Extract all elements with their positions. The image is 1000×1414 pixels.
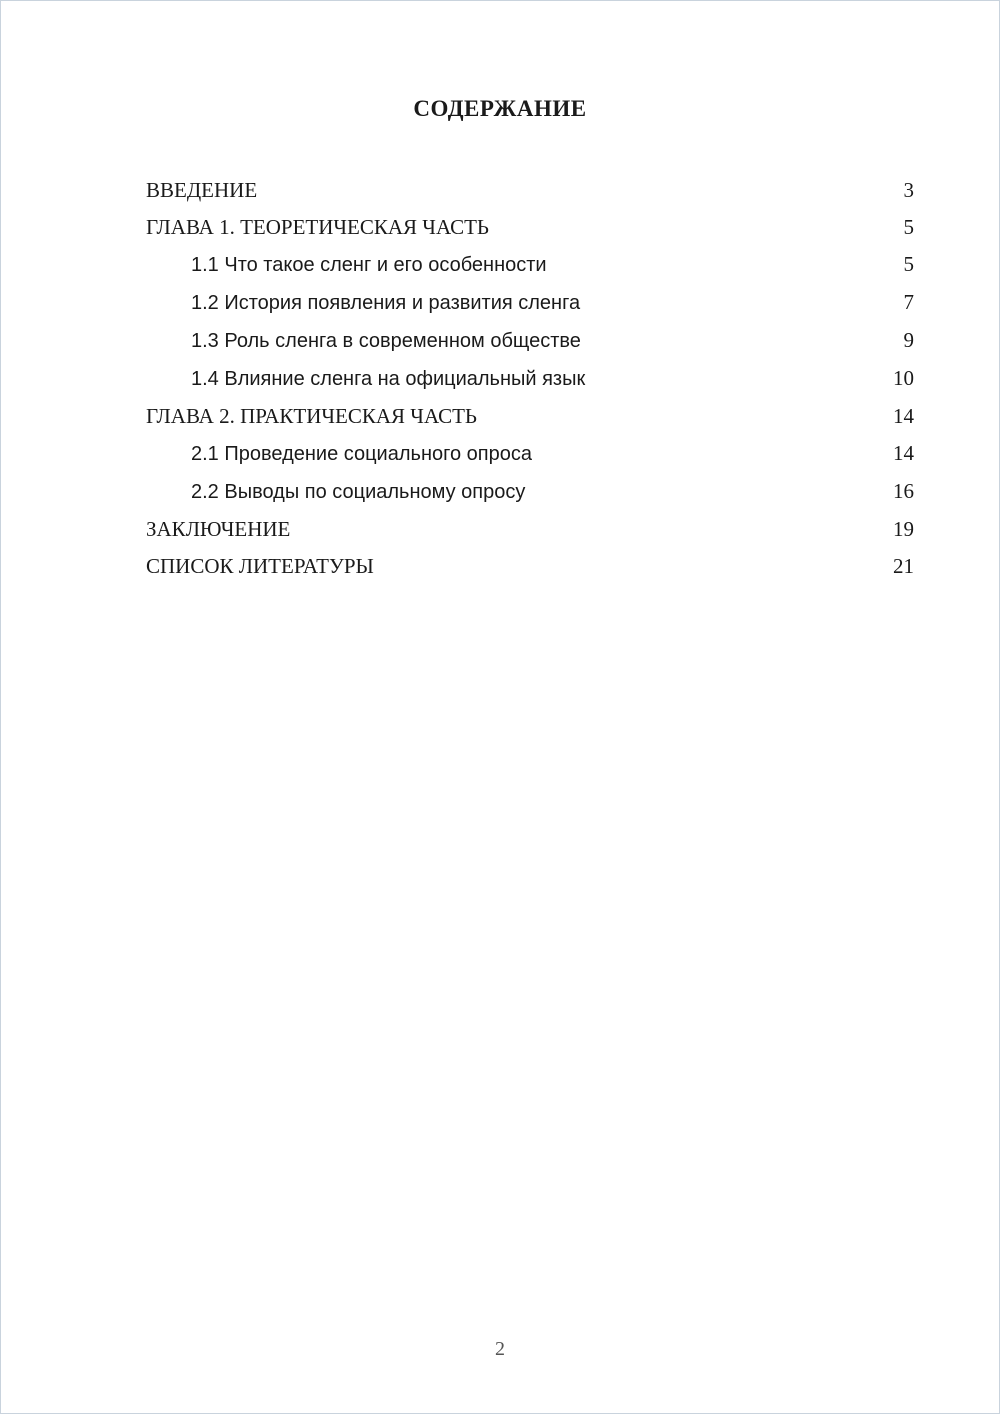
toc-entry-page: 5 (903, 252, 914, 276)
toc-entry-page: 21 (893, 554, 914, 578)
toc-entry-label: 1.3 Роль сленга в современном обществе (191, 330, 581, 352)
toc-entry-label: ВВЕДЕНИЕ (146, 178, 258, 202)
toc-entry (146, 548, 914, 585)
footer-page-number: 2 (495, 1338, 505, 1360)
toc-entry-label: СПИСОК ЛИТЕРАТУРЫ (146, 554, 374, 578)
toc-entry-page: 14 (893, 404, 914, 428)
toc-entry (146, 284, 914, 322)
toc-entry-label: 2.1 Проведение социального опроса (191, 443, 532, 465)
toc-entry (146, 246, 914, 284)
toc-entry-page: 19 (893, 517, 914, 541)
toc-entry (146, 435, 914, 473)
toc-entry-label: 1.4 Влияние сленга на официальный язык (191, 368, 586, 390)
toc-entry-page: 16 (893, 479, 914, 503)
toc-entry (146, 209, 914, 246)
toc-entry (146, 398, 914, 435)
toc-entry (146, 473, 914, 511)
toc-entry-label: ГЛАВА 2. ПРАКТИЧЕСКАЯ ЧАСТЬ (146, 404, 477, 428)
toc-entry (146, 511, 914, 548)
toc-entry-page: 3 (903, 178, 914, 202)
toc-entry (146, 322, 914, 360)
toc-entry-label: 2.2 Выводы по социальному опросу (191, 481, 526, 503)
toc-list (146, 172, 914, 585)
toc-entry-label: 1.2 История появления и развития сленга (191, 292, 581, 314)
toc-entry-label: ГЛАВА 1. ТЕОРЕТИЧЕСКАЯ ЧАСТЬ (146, 215, 489, 239)
page-title: СОДЕРЖАНИЕ (413, 96, 587, 121)
toc-entry-page: 7 (903, 290, 914, 314)
toc-entry-label: 1.1 Что такое сленг и его особенности (191, 254, 547, 276)
toc-entry-page: 9 (903, 328, 914, 352)
toc-entry-label: ЗАКЛЮЧЕНИЕ (146, 517, 291, 541)
toc-entry-page: 14 (893, 441, 914, 465)
toc-entry-page: 10 (893, 366, 914, 390)
toc-entry (146, 172, 914, 209)
toc-entry (146, 360, 914, 398)
toc-entry-page: 5 (903, 215, 914, 239)
